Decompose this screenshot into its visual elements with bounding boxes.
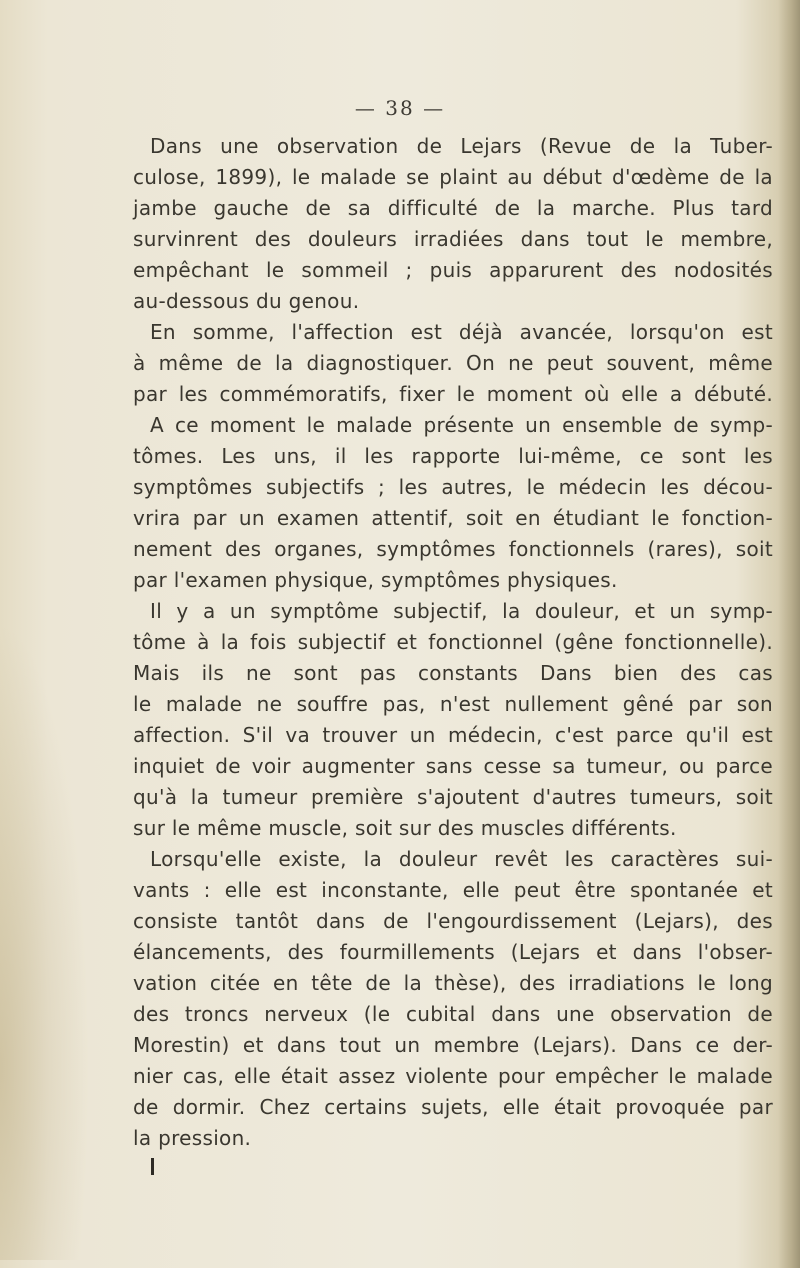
page-edge-shadow [778, 0, 800, 1268]
text-line: de dormir. Chez certains sujets, elle était provoquée par [133, 1095, 773, 1119]
text-line: la pression. [133, 1126, 252, 1150]
text-line: En somme, l'affection est déjà avancée, lorsqu'on est [150, 320, 773, 344]
text-line: A ce moment le malade présente un ensemble de symp- [150, 413, 773, 437]
text-line: au-dessous du genou. [133, 289, 360, 313]
text-line: Mais ils ne sont pas constants Dans bien des cas [133, 661, 773, 685]
text-line: empêchant le sommeil ; puis apparurent des nodosités [133, 258, 773, 282]
body-text [133, 131, 773, 1154]
text-line: Morestin) et dans tout un membre (Lejars). Dans ce der- [133, 1033, 773, 1057]
text-line: vation citée en tête de la thèse), des irradiations le long [133, 971, 773, 995]
text-line: jambe gauche de sa difficulté de la marche. Plus tard [133, 196, 773, 220]
text-line: Lorsqu'elle existe, la douleur revêt les caractères sui- [150, 847, 773, 871]
text-line: vrira par un examen attentif, soit en étudiant le fonction- [133, 506, 773, 530]
text-line: Dans une observation de Lejars (Revue de la Tuber- [150, 134, 773, 158]
text-line: sur le même muscle, soit sur des muscles différents. [133, 816, 677, 840]
page-number: — 38 — [354, 96, 446, 120]
text-line: tôme à la fois subjectif et fonctionnel (gêne fonctionnelle). [133, 630, 773, 654]
text-line: affection. S'il va trouver un médecin, c'est parce qu'il est [133, 723, 773, 747]
text-line: tômes. Les uns, il les rapporte lui-même, ce sont les [133, 444, 773, 468]
text-line: élancements, des fourmillements (Lejars et dans l'obser- [133, 940, 773, 964]
stray-ink-mark [151, 1158, 154, 1175]
text-line: des troncs nerveux (le cubital dans une observation de [133, 1002, 773, 1026]
text-line: consiste tantôt dans de l'engourdissement (Lejars), des [133, 909, 773, 933]
text-line: Il y a un symptôme subjectif, la douleur, et un symp- [150, 599, 773, 623]
text-line: symptômes subjectifs ; les autres, le médecin les décou- [133, 475, 773, 499]
text-line: vants : elle est inconstante, elle peut être spontanée et [133, 878, 773, 902]
text-line: qu'à la tumeur première s'ajoutent d'autres tumeurs, soit [133, 785, 773, 809]
text-line: par les commémoratifs, fixer le moment où elle a débuté. [133, 382, 773, 406]
paper-stain [0, 620, 90, 1260]
text-line: par l'examen physique, symptômes physiques. [133, 568, 618, 592]
text-line: à même de la diagnostiquer. On ne peut souvent, même [133, 351, 773, 375]
text-line: nier cas, elle était assez violente pour empêcher le malade [133, 1064, 773, 1088]
text-line: le malade ne souffre pas, n'est nullement gêné par son [133, 692, 773, 716]
text-line: nement des organes, symptômes fonctionnels (rares), soit [133, 537, 773, 561]
text-line: culose, 1899), le malade se plaint au début d'œdème de la [133, 165, 773, 189]
text-line: survinrent des douleurs irradiées dans tout le membre, [133, 227, 773, 251]
text-line: inquiet de voir augmenter sans cesse sa tumeur, ou parce [133, 754, 773, 778]
